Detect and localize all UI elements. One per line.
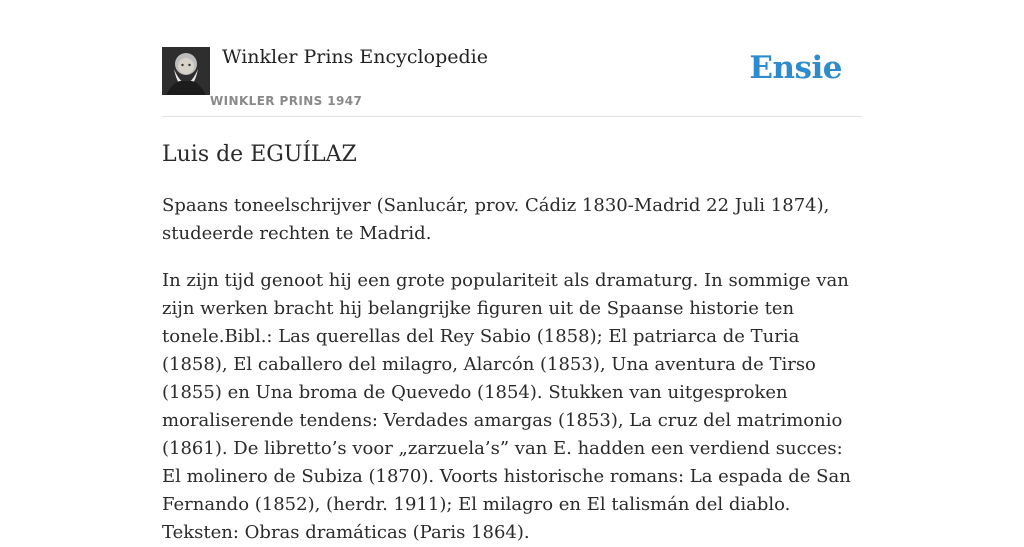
article-title: Luis de EGUÍLAZ	[162, 142, 357, 167]
source-subtitle[interactable]: WINKLER PRINS 1947	[210, 94, 363, 108]
article	[162, 140, 864, 547]
brand-logo[interactable]: Ensie	[749, 50, 842, 86]
source-avatar[interactable]	[162, 47, 210, 95]
site-header	[162, 0, 862, 117]
bearded-man-portrait-icon	[162, 47, 210, 95]
article-paragraph: Spaans toneelschrijver (Sanlucár, prov. Cádiz 1830-Madrid 22 Juli 1874), studeerde rechten te Madrid.	[162, 195, 830, 244]
article-paragraph: In zijn tijd genoot hij een grote populariteit als dramaturg. In sommige van zijn werken bracht hij belangrijke figuren uit de Spaanse historie ten tonele.Bibl.: Las querellas del Rey Sabio (1858); El patriarca de Turia (1858), El caballero del milagro, Alarcón (1853), Una aventura de Tirso (1855) en Una broma de Quevedo (1854). Stukken van uitgesproken moraliserende tendens: Verdades amargas (1853), La cruz del matrimonio (1861). De libretto’s voor „zarzuela’s” van E. hadden een verdiend succes: El molinero de Subiza (1870). Voorts historische romans: La espada de San Fernando (1852), (herdr. 1911); El milagro en El talismán del diablo. Teksten: Obras dramáticas (Paris 1864).	[162, 270, 851, 543]
source-title[interactable]: Winkler Prins Encyclopedie	[222, 46, 488, 68]
